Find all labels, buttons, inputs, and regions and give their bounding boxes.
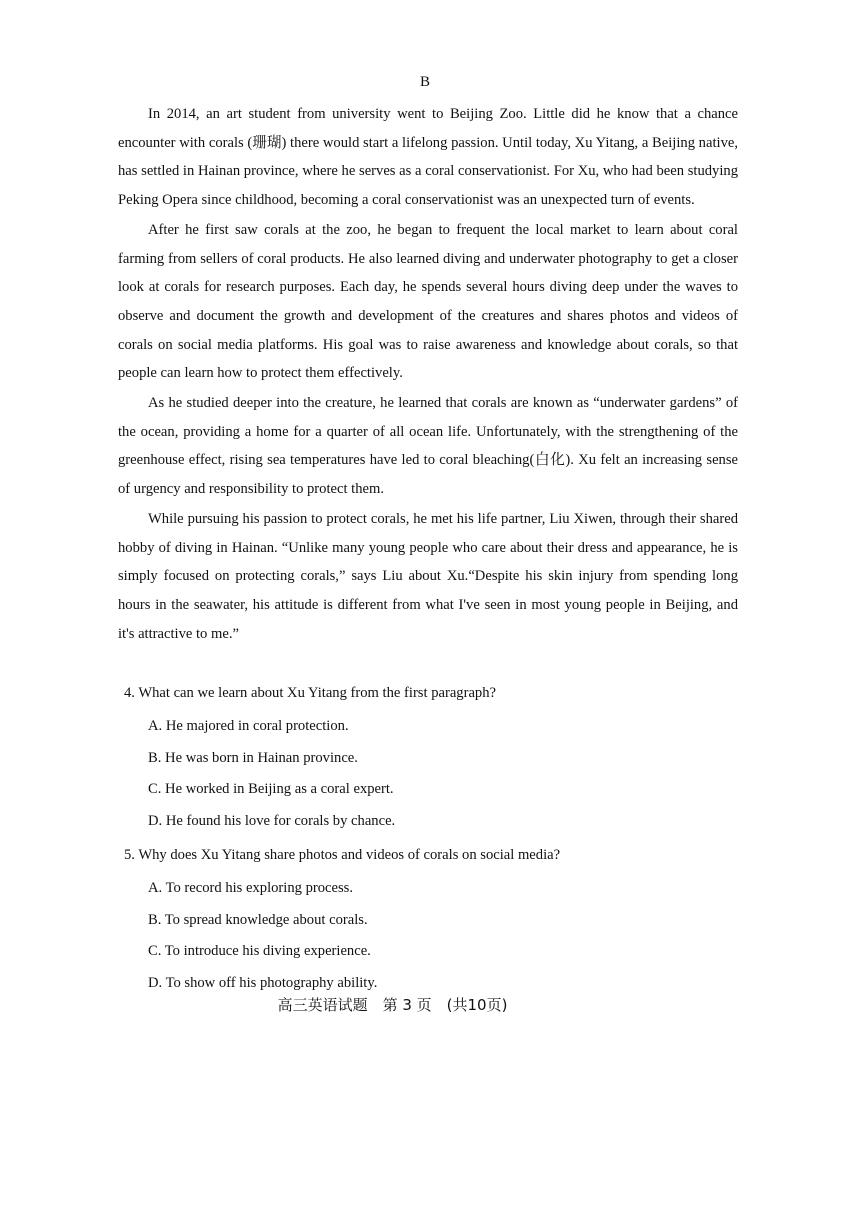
option-c: C. To introduce his diving experience.	[148, 943, 371, 959]
option-list	[124, 873, 744, 999]
question-stem: 4. What can we learn about Xu Yitang from the first paragraph?	[124, 685, 497, 701]
option-b: B. To spread knowledge about corals.	[148, 911, 368, 928]
option-a: A. He majored in coral protection.	[148, 718, 349, 734]
passage-paragraph: While pursuing his passion to protect corals, he met his life partner, Liu Xiwen, through their shared hobby of diving in Hainan. “Unlike many young people who care about their dress and appearance, he is simply focused on protecting corals,” says Liu about Xu.“Despite his skin injury from spending long hours in the seawater, his attitude is different from what I've seen in most young people in Beijing, and it's attractive to me.”	[118, 510, 738, 642]
passage-paragraph: As he studied deeper into the creature, he learned that corals are known as “underwater gardens” of the ocean, providing a home for a quarter of all ocean life. Unfortunately, with the strengthening of the greenhouse effect, rising sea temperatures have led to coral bleaching(白化). Xu felt an increasing sense of urgency and responsibility to protect them.	[118, 395, 738, 498]
question-list	[124, 679, 744, 1003]
option-d: D. To show off his photography ability.	[148, 974, 378, 991]
option-b: B. He was born in Hainan province.	[148, 749, 358, 766]
option-list	[124, 711, 744, 837]
option-c: C. He worked in Beijing as a coral expert.	[148, 781, 394, 797]
question-5	[124, 841, 744, 999]
passage-paragraph: In 2014, an art student from university went to Beijing Zoo. Little did he know that a chance encounter with corals (珊瑚) there would start a lifelong passion. Until today, Xu Yitang, a Beijing native, has settled in Hainan province, where he serves as a coral conservationist. For Xu, who had been studying Peking Opera since childhood, becoming a coral conservationist was an unexpected turn of events.	[118, 106, 738, 209]
option-a: A. To record his exploring process.	[148, 880, 354, 896]
section-heading: B	[419, 74, 430, 90]
reading-passage	[118, 100, 738, 649]
page-footer: 高三英语试题 第 3 页 (共10页)	[277, 996, 508, 1014]
option-d: D. He found his love for corals by chance.	[148, 812, 396, 829]
question-4	[124, 679, 744, 837]
question-stem: 5. Why does Xu Yitang share photos and videos of corals on social media?	[124, 847, 561, 863]
passage-paragraph: After he first saw corals at the zoo, he began to frequent the local market to learn about coral farming from sellers of coral products. He also learned diving and underwater photography to get a closer look at corals for research purposes. Each day, he spends several hours diving deep under the waves to observe and document the growth and development of the creatures and shares photos and videos of corals on social media platforms. His goal was to raise awareness and knowledge about corals, so that people can learn how to protect them effectively.	[118, 221, 738, 382]
